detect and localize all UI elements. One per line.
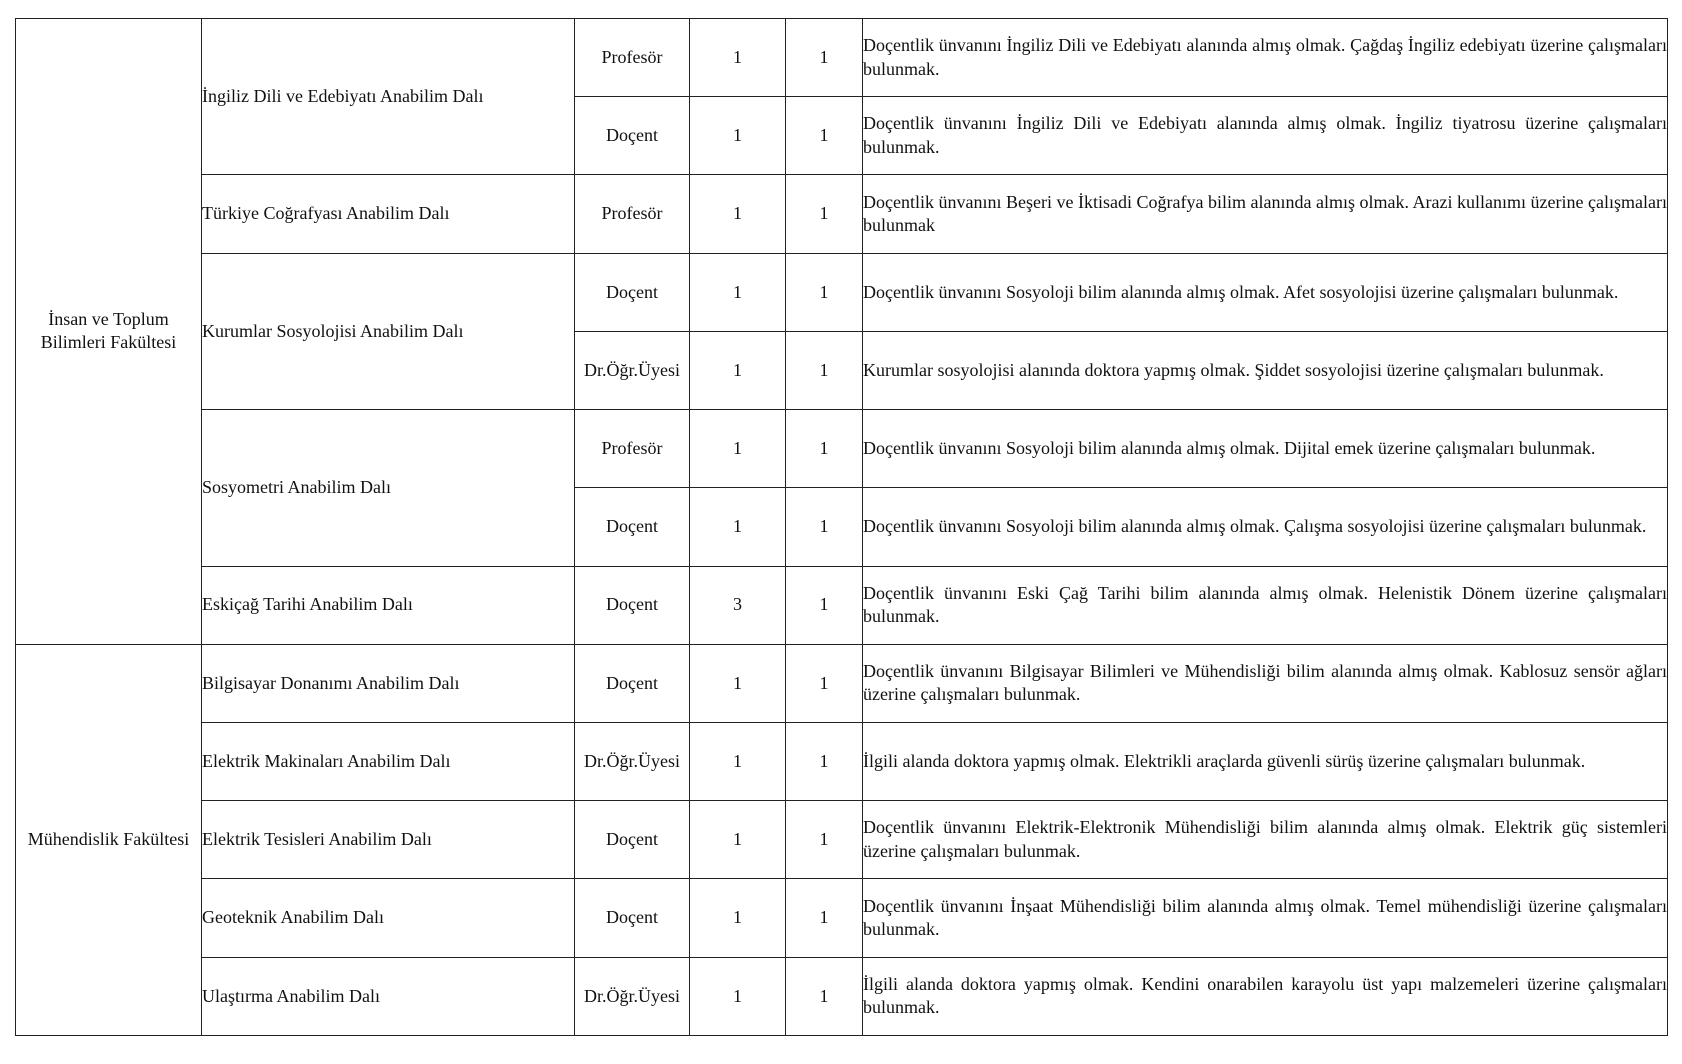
position-title: Profesör <box>575 410 690 488</box>
adet-count: 1 <box>786 879 863 957</box>
table-row <box>16 644 1668 722</box>
department-cell: Türkiye Coğrafyası Anabilim Dalı <box>202 175 575 253</box>
position-title: Doçent <box>575 566 690 644</box>
positions-table <box>15 18 1668 1036</box>
department-cell: Eskiçağ Tarihi Anabilim Dalı <box>202 566 575 644</box>
adet-count: 1 <box>786 331 863 409</box>
position-description: Doçentlik ünvanını Bilgisayar Bilimleri ve Mühendisliği bilim alanında almış olmak. Kablosuz sensör ağları üzerine çalışmaları bulunmak. <box>863 644 1668 722</box>
position-title: Profesör <box>575 175 690 253</box>
table-row <box>16 175 1668 253</box>
department-cell: Bilgisayar Donanımı Anabilim Dalı <box>202 644 575 722</box>
adet-count: 1 <box>786 801 863 879</box>
position-title: Doçent <box>575 97 690 175</box>
position-title: Doçent <box>575 488 690 566</box>
position-description: Doçentlik ünvanını Eski Çağ Tarihi bilim alanında almış olmak. Helenistik Dönem üzerine çalışmaları bulunmak. <box>863 566 1668 644</box>
table-row <box>16 801 1668 879</box>
department-cell: Elektrik Tesisleri Anabilim Dalı <box>202 801 575 879</box>
position-description: Kurumlar sosyolojisi alanında doktora yapmış olmak. Şiddet sosyolojisi üzerine çalışmaları bulunmak. <box>863 331 1668 409</box>
position-title: Dr.Öğr.Üyesi <box>575 722 690 800</box>
department-cell: Ulaştırma Anabilim Dalı <box>202 957 575 1035</box>
kadro-count: 1 <box>690 97 786 175</box>
position-description: Doçentlik ünvanını İnşaat Mühendisliği bilim alanında almış olmak. Temel mühendisliği üzerine çalışmaları bulunmak. <box>863 879 1668 957</box>
table-row <box>16 410 1668 488</box>
adet-count: 1 <box>786 175 863 253</box>
kadro-count: 1 <box>690 644 786 722</box>
position-description: İlgili alanda doktora yapmış olmak. Kendini onarabilen karayolu üst yapı malzemeleri üzerine çalışmaları bulunmak. <box>863 957 1668 1035</box>
position-description: Doçentlik ünvanını İngiliz Dili ve Edebiyatı alanında almış olmak. Çağdaş İngiliz edebiyatı üzerine çalışmaları bulunmak. <box>863 19 1668 97</box>
position-title: Dr.Öğr.Üyesi <box>575 331 690 409</box>
table-body <box>16 19 1668 1036</box>
position-description: İlgili alanda doktora yapmış olmak. Elektrikli araçlarda güvenli sürüş üzerine çalışmaları bulunmak. <box>863 722 1668 800</box>
table-row <box>16 19 1668 97</box>
kadro-count: 1 <box>690 410 786 488</box>
kadro-count: 3 <box>690 566 786 644</box>
table-row <box>16 566 1668 644</box>
table-row <box>16 722 1668 800</box>
adet-count: 1 <box>786 644 863 722</box>
table-row <box>16 879 1668 957</box>
position-description: Doçentlik ünvanını Elektrik-Elektronik Mühendisliği bilim alanında almış olmak. Elektrik güç sistemleri üzerine çalışmaları bulunmak. <box>863 801 1668 879</box>
position-title: Doçent <box>575 801 690 879</box>
kadro-count: 1 <box>690 253 786 331</box>
adet-count: 1 <box>786 97 863 175</box>
position-title: Doçent <box>575 253 690 331</box>
position-description: Doçentlik ünvanını Sosyoloji bilim alanında almış olmak. Dijital emek üzerine çalışmaları bulunmak. <box>863 410 1668 488</box>
adet-count: 1 <box>786 566 863 644</box>
adet-count: 1 <box>786 410 863 488</box>
position-description: Doçentlik ünvanını Sosyoloji bilim alanında almış olmak. Afet sosyolojisi üzerine çalışmaları bulunmak. <box>863 253 1668 331</box>
adet-count: 1 <box>786 722 863 800</box>
position-title: Profesör <box>575 19 690 97</box>
adet-count: 1 <box>786 19 863 97</box>
kadro-count: 1 <box>690 879 786 957</box>
position-description: Doçentlik ünvanını İngiliz Dili ve Edebiyatı alanında almış olmak. İngiliz tiyatrosu üzerine çalışmaları bulunmak. <box>863 97 1668 175</box>
position-description: Doçentlik ünvanını Beşeri ve İktisadi Coğrafya bilim alanında almış olmak. Arazi kullanımı üzerine çalışmaları bulunmak <box>863 175 1668 253</box>
department-cell: Sosyometri Anabilim Dalı <box>202 410 575 566</box>
kadro-count: 1 <box>690 488 786 566</box>
kadro-count: 1 <box>690 957 786 1035</box>
kadro-count: 1 <box>690 19 786 97</box>
position-title: Doçent <box>575 879 690 957</box>
kadro-count: 1 <box>690 175 786 253</box>
department-cell: İngiliz Dili ve Edebiyatı Anabilim Dalı <box>202 19 575 175</box>
position-title: Dr.Öğr.Üyesi <box>575 957 690 1035</box>
kadro-count: 1 <box>690 801 786 879</box>
department-cell: Kurumlar Sosyolojisi Anabilim Dalı <box>202 253 575 409</box>
position-title: Doçent <box>575 644 690 722</box>
department-cell: Elektrik Makinaları Anabilim Dalı <box>202 722 575 800</box>
adet-count: 1 <box>786 957 863 1035</box>
department-cell: Geoteknik Anabilim Dalı <box>202 879 575 957</box>
faculty-cell: Mühendislik Fakültesi <box>16 644 202 1035</box>
table-row <box>16 253 1668 331</box>
kadro-count: 1 <box>690 722 786 800</box>
kadro-count: 1 <box>690 331 786 409</box>
table-row <box>16 957 1668 1035</box>
faculty-cell: İnsan ve Toplum Bilimleri Fakültesi <box>16 19 202 645</box>
adet-count: 1 <box>786 253 863 331</box>
position-description: Doçentlik ünvanını Sosyoloji bilim alanında almış olmak. Çalışma sosyolojisi üzerine çalışmaları bulunmak. <box>863 488 1668 566</box>
adet-count: 1 <box>786 488 863 566</box>
